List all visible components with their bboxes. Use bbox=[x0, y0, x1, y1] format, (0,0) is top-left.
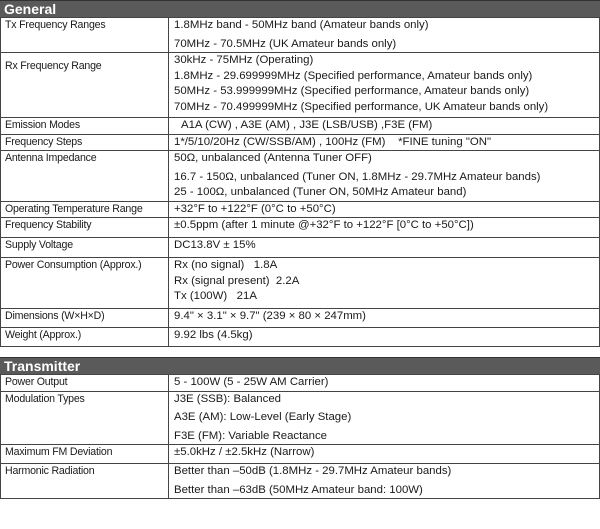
spec-value bbox=[169, 464, 600, 499]
spec-value-line: 16.7 - 150Ω, unbalanced (Tuner ON, 1.8MHz - 29.7MHz Amateur bands) bbox=[174, 170, 541, 183]
section-spacer bbox=[0, 347, 600, 357]
transmitter-spec-table bbox=[0, 374, 600, 499]
table-row bbox=[1, 201, 600, 218]
spec-value-line: 50MHz - 53.999999MHz (Specified performance, Amateur bands only) bbox=[174, 85, 530, 97]
table-row bbox=[1, 218, 600, 238]
spec-value-line: 30kHz - 75MHz (Operating) bbox=[174, 54, 314, 66]
spec-value: 1*/5/10/20Hz (CW/SSB/AM) , 100Hz (FM) *FINE tuning "ON" bbox=[169, 134, 600, 151]
table-row bbox=[1, 328, 600, 347]
spec-label: Antenna Impedance bbox=[1, 151, 169, 202]
spec-value-line: 1.8MHz - 29.699999MHz (Specified performance, Amateur bands only) bbox=[174, 69, 533, 82]
spec-value: 5 - 100W (5 - 25W AM Carrier) bbox=[169, 375, 600, 392]
spec-label: Modulation Types bbox=[1, 391, 169, 445]
spec-value: ±0.5ppm (after 1 minute @+32°F to +122°F [0°C to +50°C]) bbox=[169, 218, 600, 238]
spec-value bbox=[169, 53, 600, 118]
spec-value-line: Tx (100W) 21A bbox=[174, 290, 257, 302]
section-heading-general: General bbox=[0, 0, 600, 17]
table-row bbox=[1, 391, 600, 445]
spec-value-line: Rx (no signal) 1.8A bbox=[174, 259, 278, 271]
spec-value bbox=[169, 151, 600, 202]
spec-label: Maximum FM Deviation bbox=[1, 445, 169, 464]
spec-value-line: Rx (signal present) 2.2A bbox=[174, 274, 300, 287]
spec-label bbox=[1, 53, 169, 118]
spec-label: Power Output bbox=[1, 375, 169, 392]
spec-value-line: 50Ω, unbalanced (Antenna Tuner OFF) bbox=[174, 152, 372, 164]
spec-label: Harmonic Radiation bbox=[1, 464, 169, 499]
table-row bbox=[1, 375, 600, 392]
spec-value bbox=[169, 391, 600, 445]
table-row bbox=[1, 464, 600, 499]
table-row bbox=[1, 238, 600, 258]
spec-label: Tx Frequency Ranges bbox=[1, 18, 169, 53]
spec-label: Power Consumption (Approx.) bbox=[1, 258, 169, 309]
spec-label: Dimensions (W×H×D) bbox=[1, 309, 169, 328]
general-spec-table bbox=[0, 17, 600, 347]
spec-label: Operating Temperature Range bbox=[1, 201, 169, 218]
spec-label: Weight (Approx.) bbox=[1, 328, 169, 347]
spec-value-line: 25 - 100Ω, unbalanced (Tuner ON, 50MHz Amateur band) bbox=[174, 186, 467, 198]
spec-value: +32°F to +122°F (0°C to +50°C) bbox=[169, 201, 600, 218]
spec-value: A1A (CW) , A3E (AM) , J3E (LSB/USB) ,F3E (FM) bbox=[169, 118, 600, 135]
spec-value-line: Better than –63dB (50MHz Amateur band: 100W) bbox=[174, 483, 423, 496]
table-row bbox=[1, 118, 600, 135]
spec-label: Supply Voltage bbox=[1, 238, 169, 258]
spec-label: Frequency Stability bbox=[1, 218, 169, 238]
spec-label: Emission Modes bbox=[1, 118, 169, 135]
spec-value-line: J3E (SSB): Balanced bbox=[174, 392, 281, 405]
table-row bbox=[1, 258, 600, 309]
table-row bbox=[1, 18, 600, 53]
spec-value-line: 70MHz - 70.5MHz (UK Amateur bands only) bbox=[174, 37, 397, 50]
spec-label-text: Rx Frequency Range bbox=[5, 60, 102, 72]
spec-value bbox=[169, 18, 600, 53]
table-row bbox=[1, 134, 600, 151]
table-row bbox=[1, 445, 600, 464]
table-row bbox=[1, 53, 600, 118]
spec-value bbox=[169, 258, 600, 309]
spec-value-line: 70MHz - 70.499999MHz (Specified performance, UK Amateur bands only) bbox=[174, 100, 549, 113]
spec-value-line: F3E (FM): Variable Reactance bbox=[174, 429, 327, 442]
spec-value-line: 1.8MHz band - 50MHz band (Amateur bands only) bbox=[174, 19, 429, 31]
spec-value: 9.4" × 3.1" × 9.7" (239 × 80 × 247mm) bbox=[169, 309, 600, 328]
section-heading-transmitter: Transmitter bbox=[0, 357, 600, 374]
spec-value: 9.92 lbs (4.5kg) bbox=[169, 328, 600, 347]
spec-value: DC13.8V ± 15% bbox=[169, 238, 600, 258]
spec-label: Frequency Steps bbox=[1, 134, 169, 151]
spec-value-line: Better than –50dB (1.8MHz - 29.7MHz Amateur bands) bbox=[174, 465, 452, 477]
spec-value: ±5.0kHz / ±2.5kHz (Narrow) bbox=[169, 445, 600, 464]
table-row bbox=[1, 309, 600, 328]
spec-value-line: A3E (AM): Low-Level (Early Stage) bbox=[174, 411, 352, 423]
table-row bbox=[1, 151, 600, 202]
